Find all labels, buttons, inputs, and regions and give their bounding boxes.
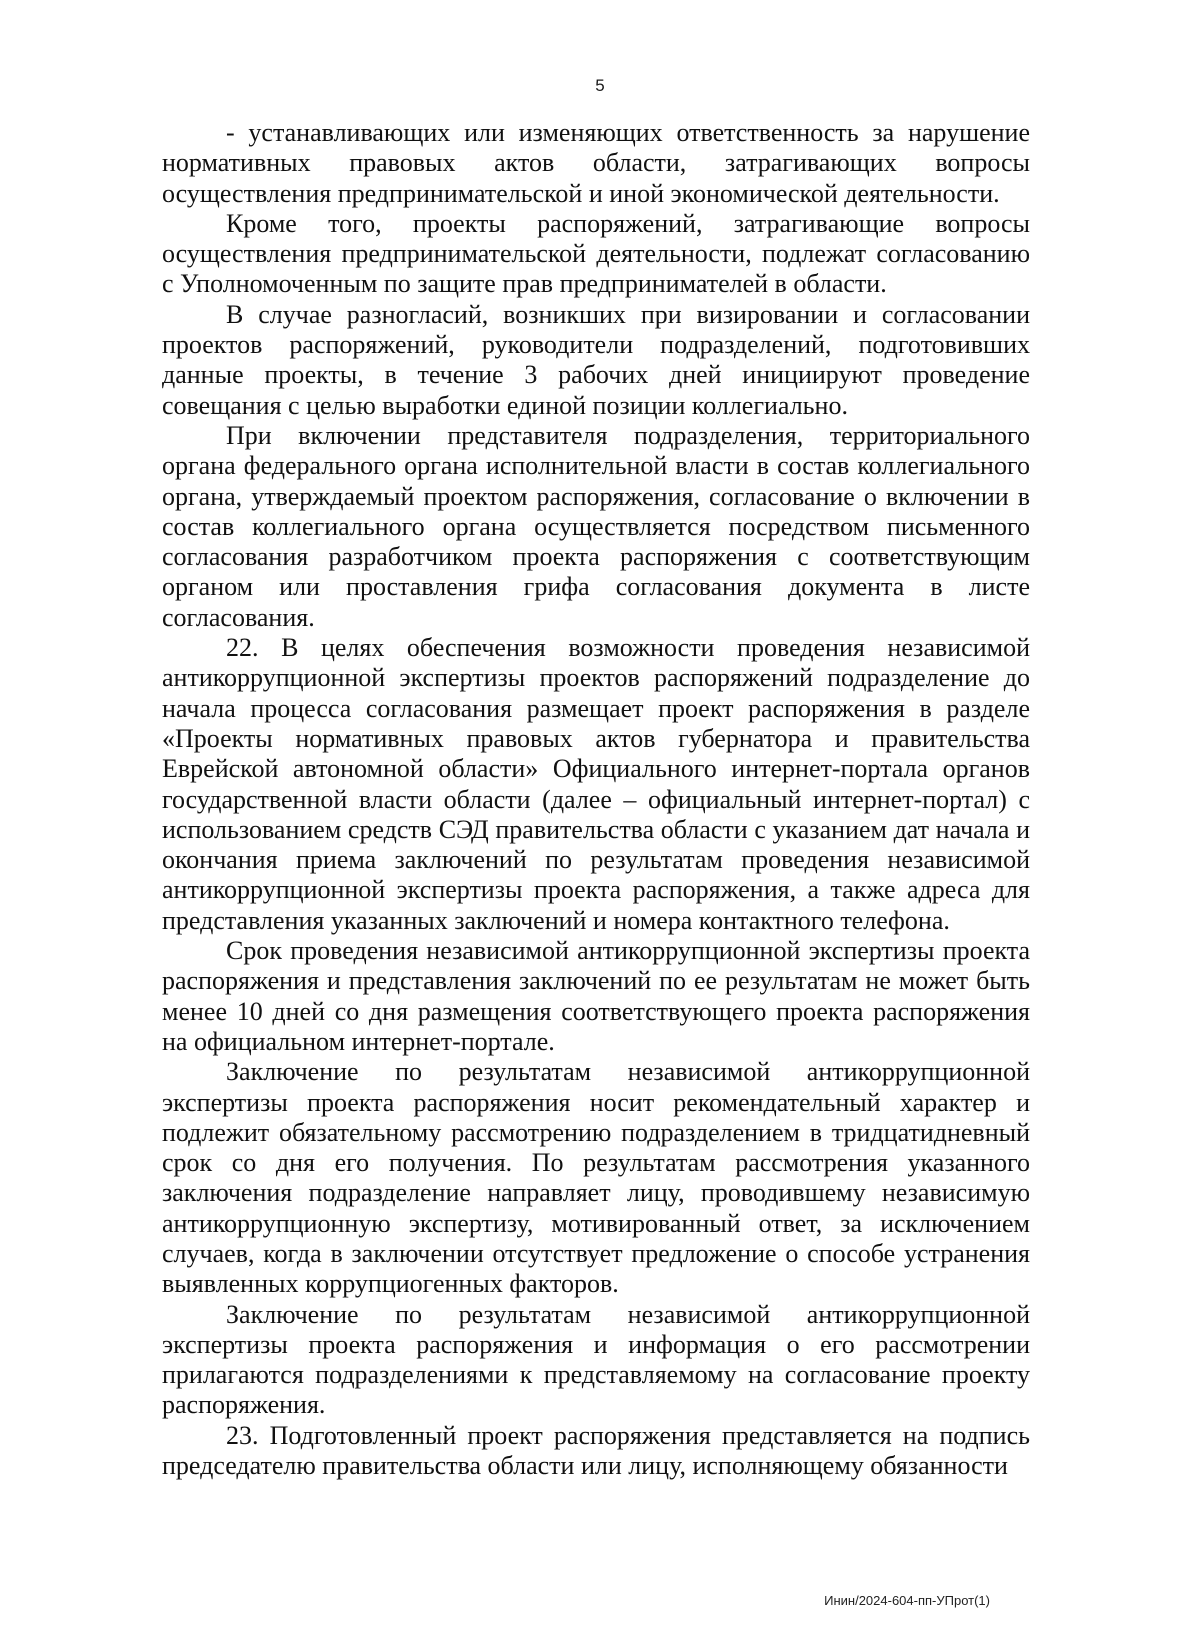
document-code: Инин/2024-604-пп-УПрот(1) (824, 1593, 990, 1608)
paragraph-ombudsman-approval: Кроме того, проекты распоряжений, затрагивающие вопросы осуществления предпринимательской деятельности, подлежат согласованию с Уполномоченным по защите прав предпринимателей в области. (162, 208, 1030, 299)
paragraph-collegial-body: При включении представителя подразделения, территориального органа федерального органа исполнительной власти в состав коллегиального органа, утверждаемый проектом распоряжения, согласование о включении в состав коллегиального органа осуществляется посредством письменного согласования разработчиком проекта распоряжения с соответствующим органом или проставления грифа согласования документа в листе согласования. (162, 420, 1030, 632)
paragraph-conclusion-review: Заключение по результатам независимой антикоррупционной экспертизы проекта распоряжения носит рекомендательный характер и подлежит обязательному рассмотрению подразделением в тридцатидневный срок со дня его получения. По результатам рассмотрения указанного заключения подразделение направляет лицу, проводившему независимую антикоррупционную экспертизу, мотивированный ответ, за исключением случаев, когда в заключении отсутствует предложение о способе устранения выявленных коррупциогенных факторов. (162, 1057, 1030, 1299)
paragraph-liability: - устанавливающих или изменяющих ответственность за нарушение нормативных правовых актов области, затрагивающих вопросы осуществления предпринимательской и иной экономической деятельности. (162, 118, 1030, 208)
document-body (162, 118, 1030, 1481)
paragraph-22-anticorruption: 22. В целях обеспечения возможности проведения независимой антикоррупционной экспертизы проектов распоряжений подразделение до начала процесса согласования размещает проект распоряжения в разделе «Проекты нормативных правовых актов губернатора и правительства Еврейской автономной области» Официального интернет-портала органов государственной власти области (далее – официальный интернет-портал) с использованием средств СЭД правительства области с указанием дат начала и окончания приема заключений по результатам проведения независимой антикоррупционной экспертизы проекта распоряжения, а также адреса для представления указанных заключений и номера контактного телефона. (162, 633, 1030, 935)
paragraph-conclusion-attached: Заключение по результатам независимой антикоррупционной экспертизы проекта распоряжения и информация о его рассмотрении прилагаются подразделениями к представляемому на согласование проекту распоряжения. (162, 1299, 1030, 1420)
paragraph-disagreements: В случае разногласий, возникших при визировании и согласовании проектов распоряжений, руководители подразделений, подготовивших данные проекты, в течение 3 рабочих дней инициируют проведение совещания с целью выработки единой позиции коллегиально. (162, 299, 1030, 420)
paragraph-expertise-term: Срок проведения независимой антикоррупционной экспертизы проекта распоряжения и представления заключений по ее результатам не может быть менее 10 дней со дня размещения соответствующего проекта распоряжения на официальном интернет-портале. (162, 936, 1030, 1056)
paragraph-23-signature: 23. Подготовленный проект распоряжения представляется на подпись председателю правительства области или лицу, исполняющему обязанности (162, 1420, 1030, 1481)
page-number: 5 (595, 76, 605, 95)
